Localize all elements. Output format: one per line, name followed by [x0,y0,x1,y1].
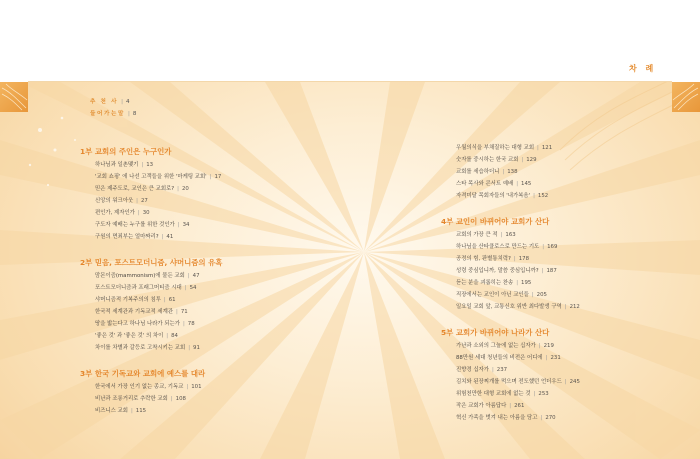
part-spacer [80,354,222,366]
toc-entry [441,253,580,265]
toc-entry [441,301,580,313]
page-separator: | [533,391,536,397]
toc-entry-title: 작은 교회가 아름답다 [456,403,507,409]
toc-entry-title: 편인가, 제자인가 [95,210,135,216]
toc-left-column [80,144,222,417]
page-separator: | [533,193,535,199]
toc-entry-page: 205 [536,292,547,298]
toc-entry [441,289,580,301]
header-divider [28,81,672,82]
toc-entry-page: 17 [214,174,222,180]
page-separator: | [128,111,130,117]
toc-entry [441,166,580,178]
toc-entry [441,277,580,289]
part-title: 2부 믿음, 포스트모더니즘, 샤머니즘의 유혹 [80,258,223,267]
toc-entry-title: 구도자 예배는 누구를 위한 것인가 [95,222,175,228]
toc-entry-title: 위험천만한 대형 교회에 없는 것 [456,391,531,397]
toc-entry-page: 270 [545,415,556,421]
toc-entry [80,270,222,282]
front-matter-label: 추 천 사 [90,99,119,105]
toc-entry-page: 253 [538,391,549,397]
toc-entry-title: 한국적 세계관과 기독교적 세계관 [95,309,174,315]
toc-entry-page: 219 [543,343,554,349]
toc-entry [441,364,580,376]
toc-entry-title: '교회 쇼핑' 에 나선 고객들을 위한 '마케팅 교회' [95,174,207,180]
toc-entry-page: 61 [168,297,176,303]
toc-entry [441,376,580,388]
toc-entry-page: 30 [142,210,150,216]
toc-entry [80,306,222,318]
toc-entry-title: 교회를 세습하더니 [456,169,500,175]
toc-part [441,214,580,313]
corner-ornament-right [672,82,700,112]
toc-entry-page: 34 [182,222,190,228]
page-separator: | [121,99,123,105]
toc-entry-title: 혁신 가족을 벗겨 내는 아름을 담고 [456,415,538,421]
front-matter [90,96,136,120]
toc-entry-title: 성령 중심입니까, 말씀 중심입니까? [456,268,539,274]
toc-entry-page: 71 [180,309,188,315]
page-separator: | [163,297,166,303]
toc-entry [441,388,580,400]
toc-entry-title: 우월의식을 부채질하는 대형 교회 [456,145,535,151]
page-separator: | [516,181,519,187]
part-spacer [441,313,580,325]
margin-right-top [672,0,700,82]
toc-entry-title: 공정의 힘, 판별통치력? [456,256,511,262]
part-spacer [441,202,580,214]
toc-entry-page: 47 [192,273,200,279]
toc-part [80,144,222,243]
margin-left-top [0,0,28,82]
front-matter-page: 8 [132,111,137,117]
toc-entry-page: 27 [141,198,148,204]
toc-entry [441,400,580,412]
toc-entry-page: 54 [189,285,197,291]
page-separator: | [500,232,503,238]
page-separator: | [502,169,505,175]
page-separator: | [130,408,133,414]
toc-entry-title: 가난과 소외의 그늘에 없는 십자가 [456,343,536,349]
toc-entry [80,207,222,219]
toc-entry-page: 101 [191,384,202,390]
toc-entry-title: 김치와 된장찌개를 먹으며 전도했던 언더우드 [456,379,562,385]
toc-entry-page: 13 [146,162,154,168]
toc-entry [441,352,580,364]
page-separator: | [491,367,494,373]
toc-entry-title: 직장에서는 교인이 아닌 교인들 [456,292,529,298]
part-title: 5부 교회가 바뀌어야 나라가 산다 [441,328,550,337]
page-separator: | [186,384,189,390]
page-separator: | [187,273,190,279]
toc-entry-title: 믿은 제주도로, 교인은 큰 교회로? [95,186,175,192]
toc-entry-page: 178 [518,256,529,262]
front-matter-page: 4 [126,99,130,105]
toc-entry-title: 자격미달 목회자들의 '내가복음' [456,193,531,199]
toc-entry [80,282,222,294]
toc-entry-page: 169 [547,244,558,250]
corner-ornament-left [0,82,28,112]
part-title: 1부 교회의 주인은 누구인가 [80,147,172,156]
toc-entry-page: 78 [187,321,195,327]
toc-entry [441,340,580,352]
toc-entry [441,190,580,202]
part-spacer [80,243,222,255]
page-separator: | [137,210,140,216]
page-separator: | [521,157,524,163]
toc-entry-title: 하나님과 일촌맺기 [95,162,139,168]
toc-entry [441,154,580,166]
page-separator: | [538,343,541,349]
toc-entry [441,178,580,190]
toc-entry-page: 138 [507,169,518,175]
toc-entry [80,405,222,417]
page-separator: | [176,309,178,315]
page-separator: | [541,268,544,274]
toc-entry [441,142,580,154]
toc-entry-page: 91 [193,345,200,351]
toc-entry [80,219,222,231]
toc-entry-title: 일요일 교회 앞, 교통신호 위반 최다발생 구역 [456,304,562,310]
toc-entry [441,265,580,277]
toc-entry-page: 261 [514,403,525,409]
toc-entry-title: 진향경 십자가 [456,367,489,373]
toc-entry-page: 108 [175,396,186,402]
toc-entry-title: 비난과 조롱거리로 추락한 교회 [95,396,168,402]
toc-entry-title: 교회의 가장 큰 적 [456,232,498,238]
page-separator: | [564,379,567,385]
page-separator: | [516,280,519,286]
part-title: 3부 한국 기독교와 교회에 예스를 대라 [80,369,206,378]
front-matter-label: 들어가는말 [90,111,126,117]
page-separator: | [564,304,567,310]
toc-entry-page: 41 [166,234,174,240]
page-separator: | [542,244,545,250]
toc-entry-page: 231 [550,355,561,361]
toc-entry-title: 구원의 면죄부는 얼마짜리? [95,234,159,240]
toc-entry-title: 땅을 밟는다고 하나님 나라가 되는가 [95,321,180,327]
toc-entry-page: 121 [541,145,553,151]
part-title: 4부 교인이 바뀌어야 교회가 산다 [441,217,550,226]
toc-entry [80,318,222,330]
toc-entry-title: 스타 목사와 콘서트 예배 [456,181,514,187]
toc-entry [80,159,222,171]
toc-entry [80,171,222,183]
toc-entry-page: 129 [526,157,537,163]
page-separator: | [531,292,534,298]
toc-entry-title: 비즈니스 교회 [95,408,128,414]
page-separator: | [540,415,543,421]
toc-entry-title: 한국에서 가장 인기 없는 종교, 기독교 [95,384,184,390]
toc-entry [80,381,222,393]
toc-entry-title: 포스트모더니즘과 프래그머티즘 시대 [95,285,182,291]
toc-entry-title: 신앙의 워크아웃 [95,198,134,204]
header-band [28,0,672,82]
page-separator: | [161,234,164,240]
toc-entry-page: 145 [521,181,532,187]
toc-entry-title: 하나님을 산타클로스로 만드는 기도 [456,244,540,250]
toc-entry-page: 152 [537,193,549,199]
toc-entry [80,330,222,342]
toc-entry-title: 맘몬이즘(mammonism)에 물든 교회 [95,273,185,279]
page-separator: | [513,256,516,262]
page-separator: | [537,145,539,151]
front-matter-item [90,108,136,120]
front-matter-item [90,96,136,108]
toc-part [441,142,580,202]
toc-entry-page: 237 [496,367,508,373]
page-separator: | [141,162,144,168]
toc-entry [441,412,580,424]
toc-entry-title: 차이를 차별과 갈등로 고착시키는 교회 [95,345,186,351]
page-separator: | [184,285,187,291]
toc-right-column [441,142,580,424]
toc-entry [80,195,222,207]
page-separator: | [170,396,173,402]
toc-entry [80,294,222,306]
toc-entry-page: 163 [505,232,516,238]
toc-part [80,366,222,417]
toc-entry [80,183,222,195]
toc-entry-title: '좋은 것' 과 '좋은 것' 의 차이 [95,333,164,339]
toc-entry-title: 듣는 분을 괴롭히는 찬송 [456,280,514,286]
page-separator: | [209,174,212,180]
toc-entry [441,241,580,253]
page-separator: | [177,186,179,192]
toc-entry-title: 숫자를 중시하는 한국 교회 [456,157,519,163]
toc-entry-page: 195 [521,280,532,286]
toc-entry-title: 샤머니즘적 기복주의의 침투 [95,297,161,303]
toc-part [441,325,580,424]
toc-entry-page: 84 [171,333,178,339]
toc-entry [80,342,222,354]
toc-entry-page: 115 [135,408,147,414]
page-separator: | [177,222,180,228]
toc-entry [80,393,222,405]
page-title: 차 례 [629,64,657,73]
toc-entry-page: 20 [181,186,189,192]
toc-entry-page: 245 [569,379,580,385]
page-separator: | [136,198,138,204]
page-separator: | [188,345,191,351]
toc-entry [441,229,580,241]
toc-entry-page: 212 [569,304,580,310]
toc-part [80,255,222,354]
page-separator: | [182,321,185,327]
toc-entry-page: 187 [546,268,557,274]
toc-entry [80,231,222,243]
page-separator: | [545,355,548,361]
toc-entry-title: 88만원 세대 청년들의 비전은 어디에 [456,355,543,361]
page-separator: | [166,333,169,339]
page-separator: | [509,403,512,409]
